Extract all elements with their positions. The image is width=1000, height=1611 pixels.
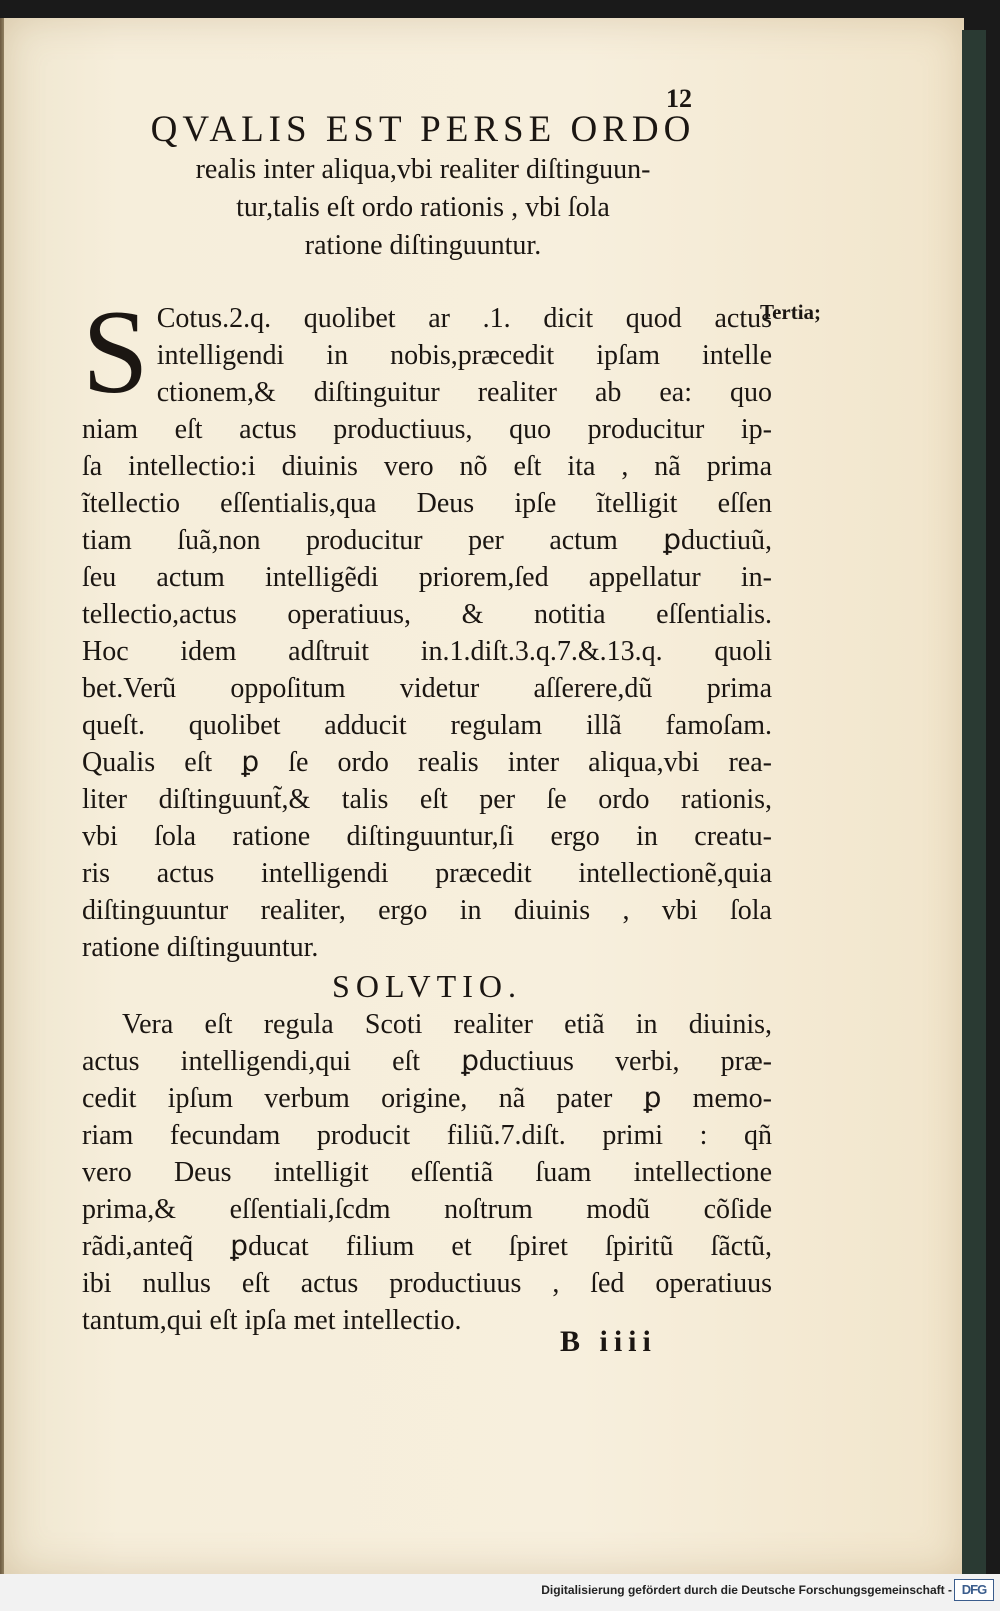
text-line: tantum,qui eſt ipſa met intellectio. bbox=[82, 1305, 462, 1336]
text-line: diſtinguuntur realiter, ergo in diuinis , vbi ſola bbox=[82, 895, 772, 926]
margin-note: Tertia; bbox=[760, 300, 822, 324]
text-line: tiam ſuã,non producitur per actum ꝑductiuũ, bbox=[82, 525, 772, 556]
text-line: riam fecundam producit filiũ.7.diſt. primi : qñ bbox=[82, 1120, 772, 1151]
title-line-2: tur,talis eſt ordo rationis , vbi ſola bbox=[236, 192, 610, 223]
dfg-logo[interactable]: DFG bbox=[954, 1579, 994, 1601]
text-line: ſeu actum intelligẽdi priorem,ſed appellatur in- bbox=[82, 562, 772, 593]
text-line: tellectio,actus operatiuus, & notitia eſſentialis. bbox=[82, 599, 772, 630]
text-line: intelligendi in nobis,præcedit ipſam intelle bbox=[156, 340, 772, 371]
text-line: ris actus intelligendi præcedit intellectionẽ,quia bbox=[82, 858, 772, 889]
text-line: vbi ſola ratione diſtinguuntur,ſi ergo in creatu- bbox=[82, 821, 772, 852]
text-line: ratione diſtinguuntur. bbox=[82, 932, 319, 963]
text-line: ĩtellectio eſſentialis,qua Deus ipſe ĩtelligit eſſen bbox=[82, 488, 772, 519]
text-line: Vera eſt regula Scoti realiter etiã in diuinis, bbox=[122, 1009, 772, 1040]
drop-cap: S bbox=[82, 285, 149, 418]
text-line: bet.Verũ oppoſitum videtur aſſerere,dũ prima bbox=[82, 673, 772, 704]
text-line: cedit ipſum verbum origine, nã pater ꝑ memo- bbox=[82, 1083, 772, 1114]
text-line: niam eſt actus productiuus, quo producitur ip- bbox=[82, 414, 772, 445]
title-line-1: realis inter aliqua,vbi realiter diſtinguun- bbox=[195, 154, 651, 185]
text-line: Hoc idem adſtruit in.1.diſt.3.q.7.&.13.q. quoli bbox=[82, 636, 772, 667]
text-line: ibi nullus eſt actus productiuus , ſed operatiuus bbox=[82, 1268, 772, 1299]
page-number: 12 bbox=[666, 84, 692, 113]
text-line: ctionem,& diſtinguitur realiter ab ea: quo bbox=[156, 377, 772, 408]
text-line: queſt. quolibet adducit regulam illã famoſam. bbox=[82, 710, 772, 741]
signature-mark: B iiii bbox=[560, 1325, 657, 1358]
text-line: Qualis eſt ꝑ ſe ordo realis inter aliqua,vbi rea- bbox=[82, 747, 772, 778]
title-line-3: ratione diſtinguuntur. bbox=[304, 230, 542, 261]
text-line: rãdi,anteq̃ ꝑducat filium et ſpiret ſpiritũ ſãctũ, bbox=[82, 1231, 772, 1262]
text-line: actus intelligendi,qui eſt ꝑductiuus verbi, præ- bbox=[82, 1046, 772, 1077]
footer-credit: Digitalisierung gefördert durch die Deutsche Forschungsgemeinschaft - bbox=[541, 1583, 952, 1597]
text-line: Cotus.2.q. quolibet ar .1. dicit quod actus bbox=[156, 303, 772, 334]
text-line: ſa intellectio:i diuinis vero nõ eſt ita , nã prima bbox=[82, 451, 772, 482]
title-caps-line: QVALIS EST PERSE ORDO bbox=[150, 109, 696, 150]
footer-bar bbox=[0, 1574, 1000, 1611]
section-title bbox=[78, 108, 768, 265]
solutio-heading: SOLVTIO. bbox=[332, 968, 522, 1004]
main-text bbox=[82, 285, 772, 1339]
text-line: liter diſtinguunt̃,& talis eſt per ſe ordo rationis, bbox=[82, 784, 772, 815]
text-line: vero Deus intelligit eſſentiã ſuam intellectione bbox=[82, 1157, 772, 1188]
page-edge-background bbox=[962, 30, 986, 1575]
text-line: prima,& eſſentiali,ſcdm noſtrum modũ cõſide bbox=[82, 1194, 772, 1225]
